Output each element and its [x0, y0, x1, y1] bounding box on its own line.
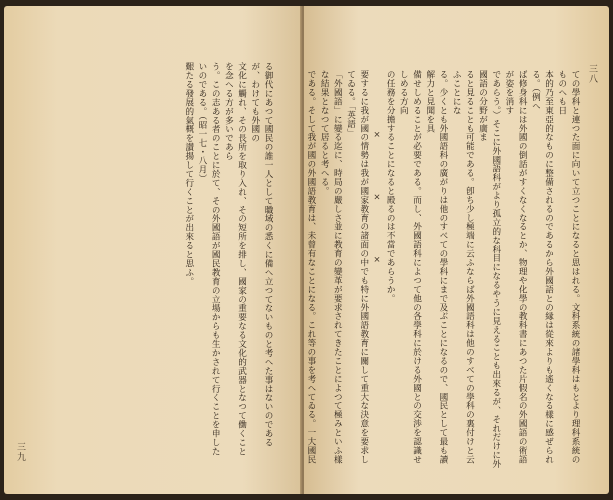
text-line: 艱たる發展的氣概を讃揚して行くことが出來ると思ふ。 [183, 62, 194, 286]
text-line: ての學科と連つた面に向いて立つことになると思はれる。文科系統の諸學科はもとより理科系統のものへも日 [556, 70, 580, 464]
text-line: であらう。）そこに外國語科がより孤立的な科目になるやうに見えることも出來るが、それだけに外國語の分野が廣ま [477, 70, 501, 469]
text-line: う。この志ある者のことに於て、その外國語が國民教育の立場からも生かされて行くことを申したいのである。（昭一七・八月） [196, 62, 221, 456]
text-line: である。そして我が國の外國語教育は、未曾有なことになる。これ等の事を考へてゐる。一大國民 [305, 70, 316, 464]
right-page [304, 6, 609, 494]
text-line: 文化に觸れ、その長所を取り入れ、その短所を排し、國家の重要なる文化的武器となつて働くことを念へる方が多いであら [223, 62, 247, 456]
right-page-text [304, 70, 581, 470]
text-line: る。少くとも外國語科の廣がりは他のすべての學科にまで及ぶことになるので、國民として最も讀解力と見聞を具 [424, 70, 448, 464]
text-line: の任務を分擔することになると殿るのは不當であらうか。 [385, 70, 396, 303]
left-page-text [182, 62, 274, 462]
text-line: 備せしめることが必要である。而し、外國語科によつて他の各學科に於ける外國との交渉を認識せしめる方向 [398, 70, 422, 464]
text-line: 「外國語」に變る迄に、時局の嚴しさ並に教育の變革が要求されてきたことによつて極みといふ樣な結果となつて居ると考へる。 [319, 70, 343, 464]
text-line: ば修身科には外國の倒話がすくなくなるとか、物理や化學の教科書にあつた片假名の外國語の術語が姿を消す [503, 70, 528, 464]
page-number-left: 三九 [15, 442, 25, 462]
text-line: ると見ることも可能である。卽ち少し極端に云ふならば外國語科は他のすべての學科の裏付けと云ふことにな [451, 70, 475, 464]
page-number-right: 三八 [587, 64, 597, 84]
left-page [4, 6, 302, 494]
section-break-marks: × × × [371, 130, 382, 288]
text-line: る御代にあつて國民の誰一人として職域の悉くに備へ立つてないものと考へた事はないのであるが、わけても外國の [249, 62, 273, 447]
text-line: 本的乃至東亞的なものに整備されるのであるから外國語との縁は從來よりも遙くなる樣に感ぜられる。（例へ [530, 70, 554, 464]
text-line: 要するに我が國の情勢は我が國家教育の諸面の中でも特に外國語教育に關して重大な決意を要求してゐる。「英語」 [345, 70, 369, 464]
